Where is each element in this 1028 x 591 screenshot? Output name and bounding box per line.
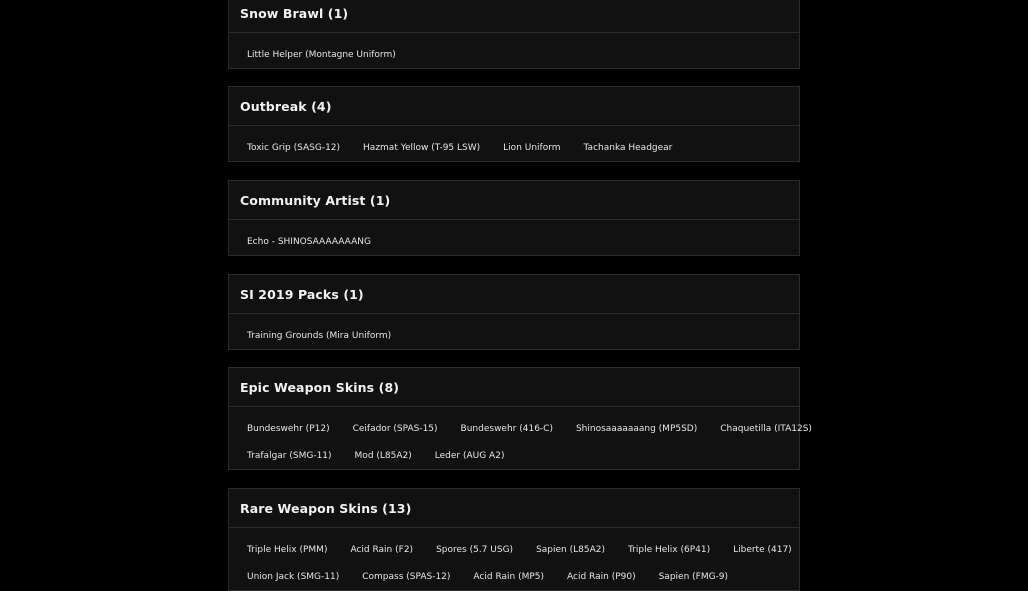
list-item[interactable]: Mod (L85A2) <box>354 450 412 461</box>
section-items <box>229 528 799 590</box>
list-item[interactable]: Sapien (FMG-9) <box>658 571 729 582</box>
item-row <box>247 228 799 255</box>
section-title: Community Artist (1) <box>240 192 391 208</box>
list-item[interactable]: Training Grounds (Mira Uniform) <box>247 330 392 341</box>
section-title: Rare Weapon Skins (13) <box>240 500 412 516</box>
section-title: SI 2019 Packs (1) <box>240 286 364 302</box>
section-rare-weapon-skins <box>228 488 800 591</box>
section-items <box>229 220 799 255</box>
section-outbreak <box>228 86 800 162</box>
item-row <box>247 41 799 68</box>
item-row <box>247 415 812 442</box>
section-title: Outbreak (4) <box>240 98 332 114</box>
section-items <box>229 126 799 161</box>
item-row <box>247 442 799 469</box>
list-item[interactable]: Little Helper (Montagne Uniform) <box>247 49 396 60</box>
list-item[interactable]: Union Jack (SMG-11) <box>247 571 340 582</box>
list-item[interactable]: Trafalgar (SMG-11) <box>247 450 332 461</box>
section-header <box>229 275 799 314</box>
list-item[interactable]: Liberte (417) <box>733 544 792 555</box>
list-item[interactable]: Shinosaaaaaaang (MP5SD) <box>575 423 698 434</box>
list-item[interactable]: Triple Helix (6P41) <box>627 544 711 555</box>
list-item[interactable]: Triple Helix (PMM) <box>247 544 328 555</box>
item-row <box>247 536 799 563</box>
section-header <box>229 368 799 407</box>
item-row <box>247 134 799 161</box>
section-items <box>229 314 799 349</box>
list-item[interactable]: Compass (SPAS-12) <box>362 571 451 582</box>
item-row <box>247 322 799 349</box>
list-item[interactable]: Spores (5.7 USG) <box>436 544 514 555</box>
list-item[interactable]: Acid Rain (MP5) <box>473 571 545 582</box>
section-snow-brawl <box>228 0 800 69</box>
list-item[interactable]: Tachanka Headgear <box>583 142 673 153</box>
item-row <box>247 563 799 590</box>
section-header <box>229 489 799 528</box>
section-header <box>229 181 799 220</box>
section-header <box>229 87 799 126</box>
section-si-2019-packs <box>228 274 800 350</box>
section-header <box>229 0 799 33</box>
list-item[interactable]: Leder (AUG A2) <box>434 450 505 461</box>
list-item[interactable]: Hazmat Yellow (T-95 LSW) <box>363 142 481 153</box>
list-item[interactable]: Ceifador (SPAS-15) <box>352 423 438 434</box>
section-epic-weapon-skins <box>228 367 812 470</box>
section-items <box>229 33 799 68</box>
list-item[interactable]: Bundeswehr (416-C) <box>460 423 553 434</box>
list-item[interactable]: Bundeswehr (P12) <box>247 423 330 434</box>
list-item[interactable]: Chaquetilla (ITA12S) <box>720 423 812 434</box>
section-title: Epic Weapon Skins (8) <box>240 379 400 395</box>
section-community-artist <box>228 180 800 256</box>
list-item[interactable]: Sapien (L85A2) <box>536 544 605 555</box>
list-item[interactable]: Toxic Grip (SASG-12) <box>247 142 341 153</box>
list-item[interactable]: Lion Uniform <box>503 142 561 153</box>
list-item[interactable]: Echo - SHINOSAAAAAAANG <box>247 236 371 247</box>
section-items <box>229 407 812 469</box>
list-item[interactable]: Acid Rain (F2) <box>350 544 414 555</box>
section-title: Snow Brawl (1) <box>240 5 349 21</box>
list-item[interactable]: Acid Rain (P90) <box>567 571 636 582</box>
